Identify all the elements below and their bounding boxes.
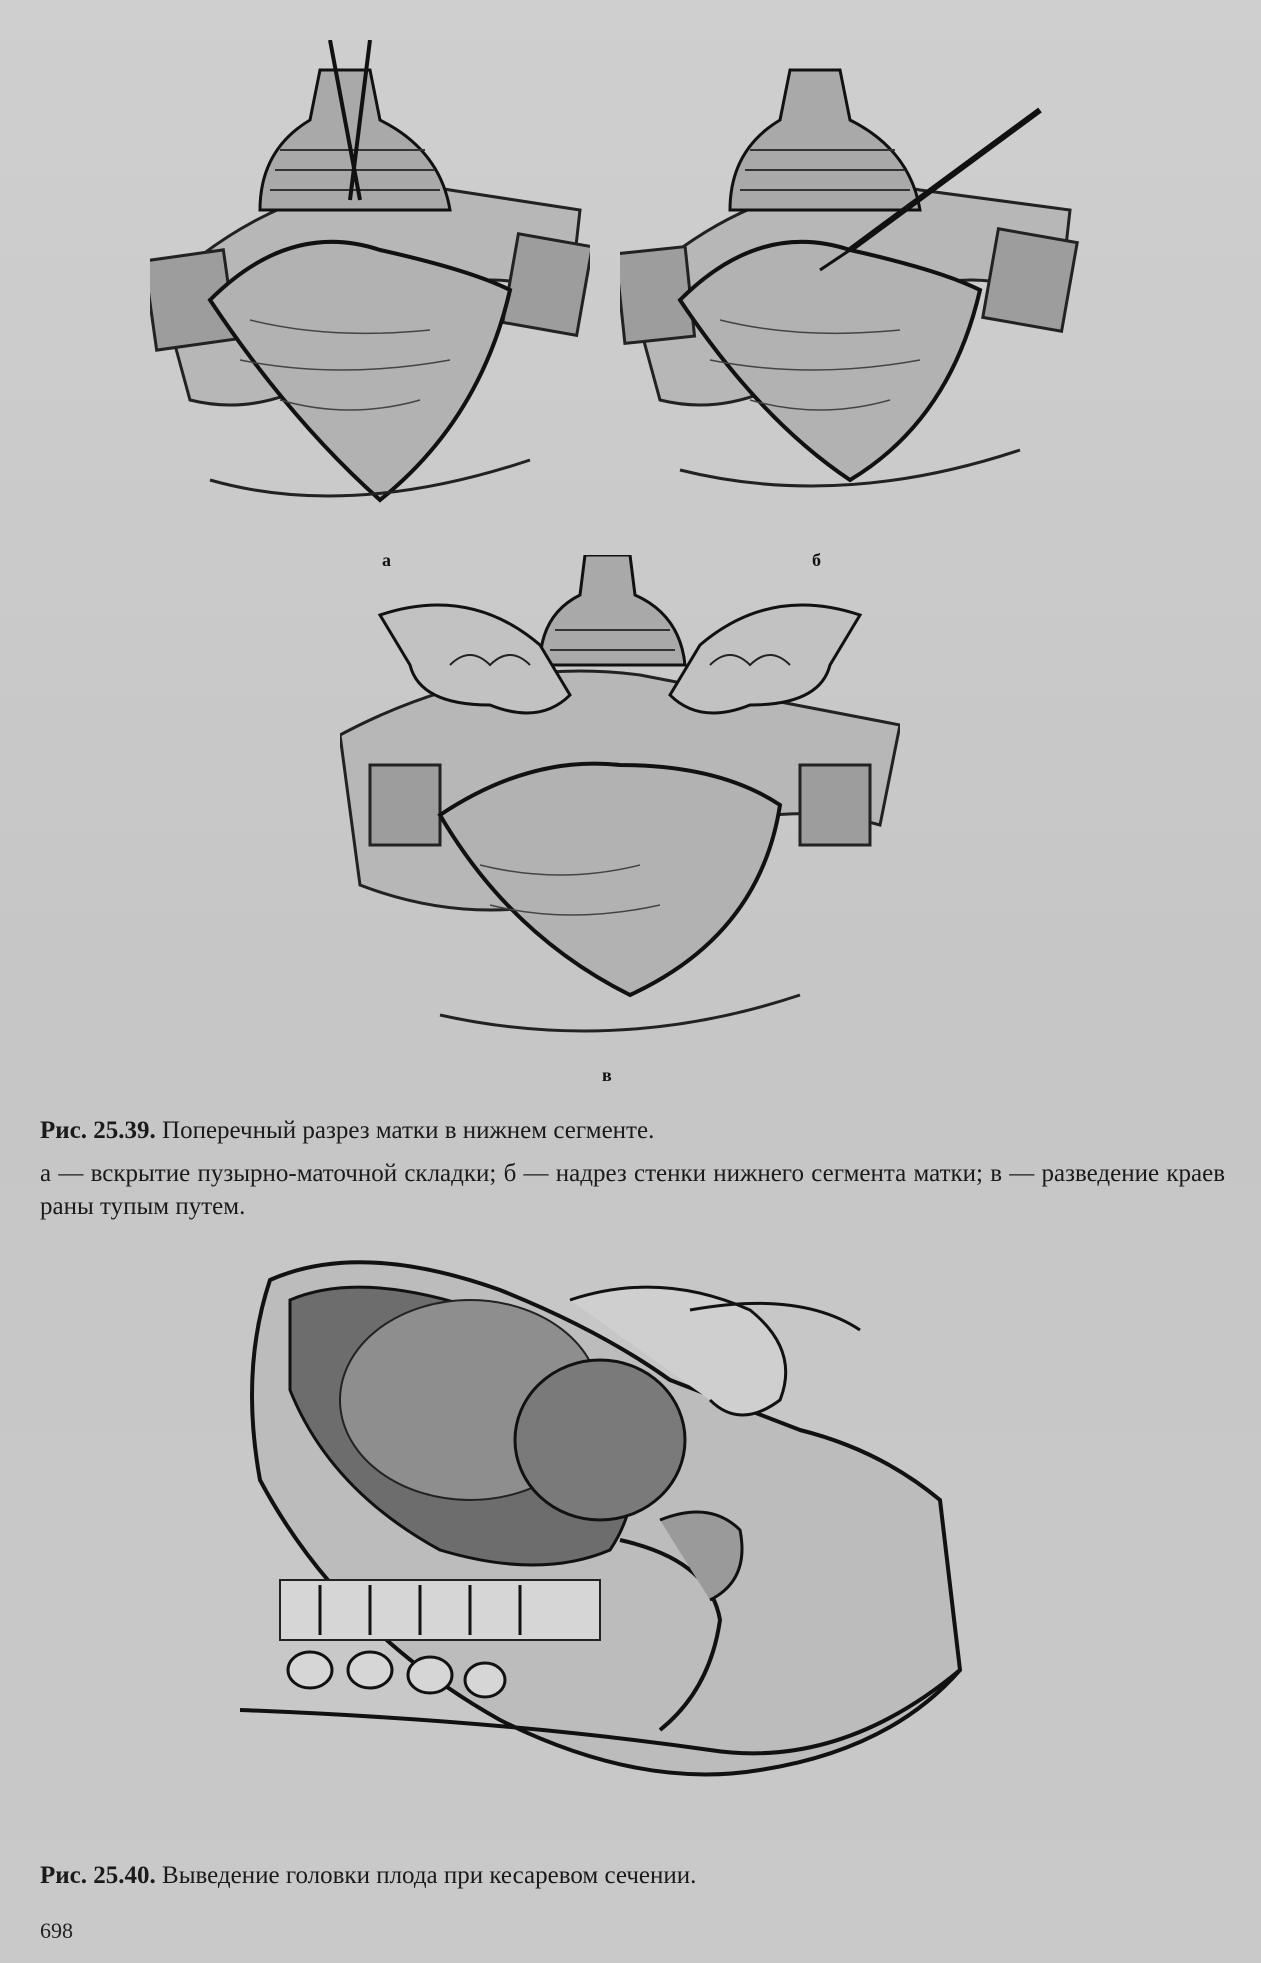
figure-25-40 (240, 1250, 1020, 1810)
figure-25-40-caption (40, 1860, 1225, 1893)
surgical-illustration-c (340, 555, 900, 1075)
panel-label-b: б (812, 550, 821, 570)
fetal-head-delivery-illustration (240, 1250, 1020, 1810)
figure-panel-b (620, 40, 1080, 570)
figure-number: Рис. 25.39. (40, 1117, 156, 1144)
surgical-illustration-a (150, 40, 590, 540)
panel-label-c: в (602, 1065, 612, 1085)
figure-number: Рис. 25.40. (40, 1862, 156, 1889)
figure-25-39-caption-title (40, 1115, 1225, 1148)
figure-title: Выведение головки плода при кесаревом сечении. (162, 1862, 697, 1889)
figure-title: Поперечный разрез матки в нижнем сегменте. (162, 1117, 655, 1144)
figure-25-39-caption-description: а — вскрытие пузырно-маточной складки; б — надрез стенки нижнего сегмента матки; в — разведение краев раны тупым путем. (40, 1160, 1225, 1220)
page-number: 698 (40, 1918, 73, 1943)
surgical-illustration-b (620, 40, 1080, 540)
panel-label-a: а (382, 550, 391, 570)
figure-panel-a (150, 40, 590, 570)
figure-panel-c (340, 555, 900, 1085)
